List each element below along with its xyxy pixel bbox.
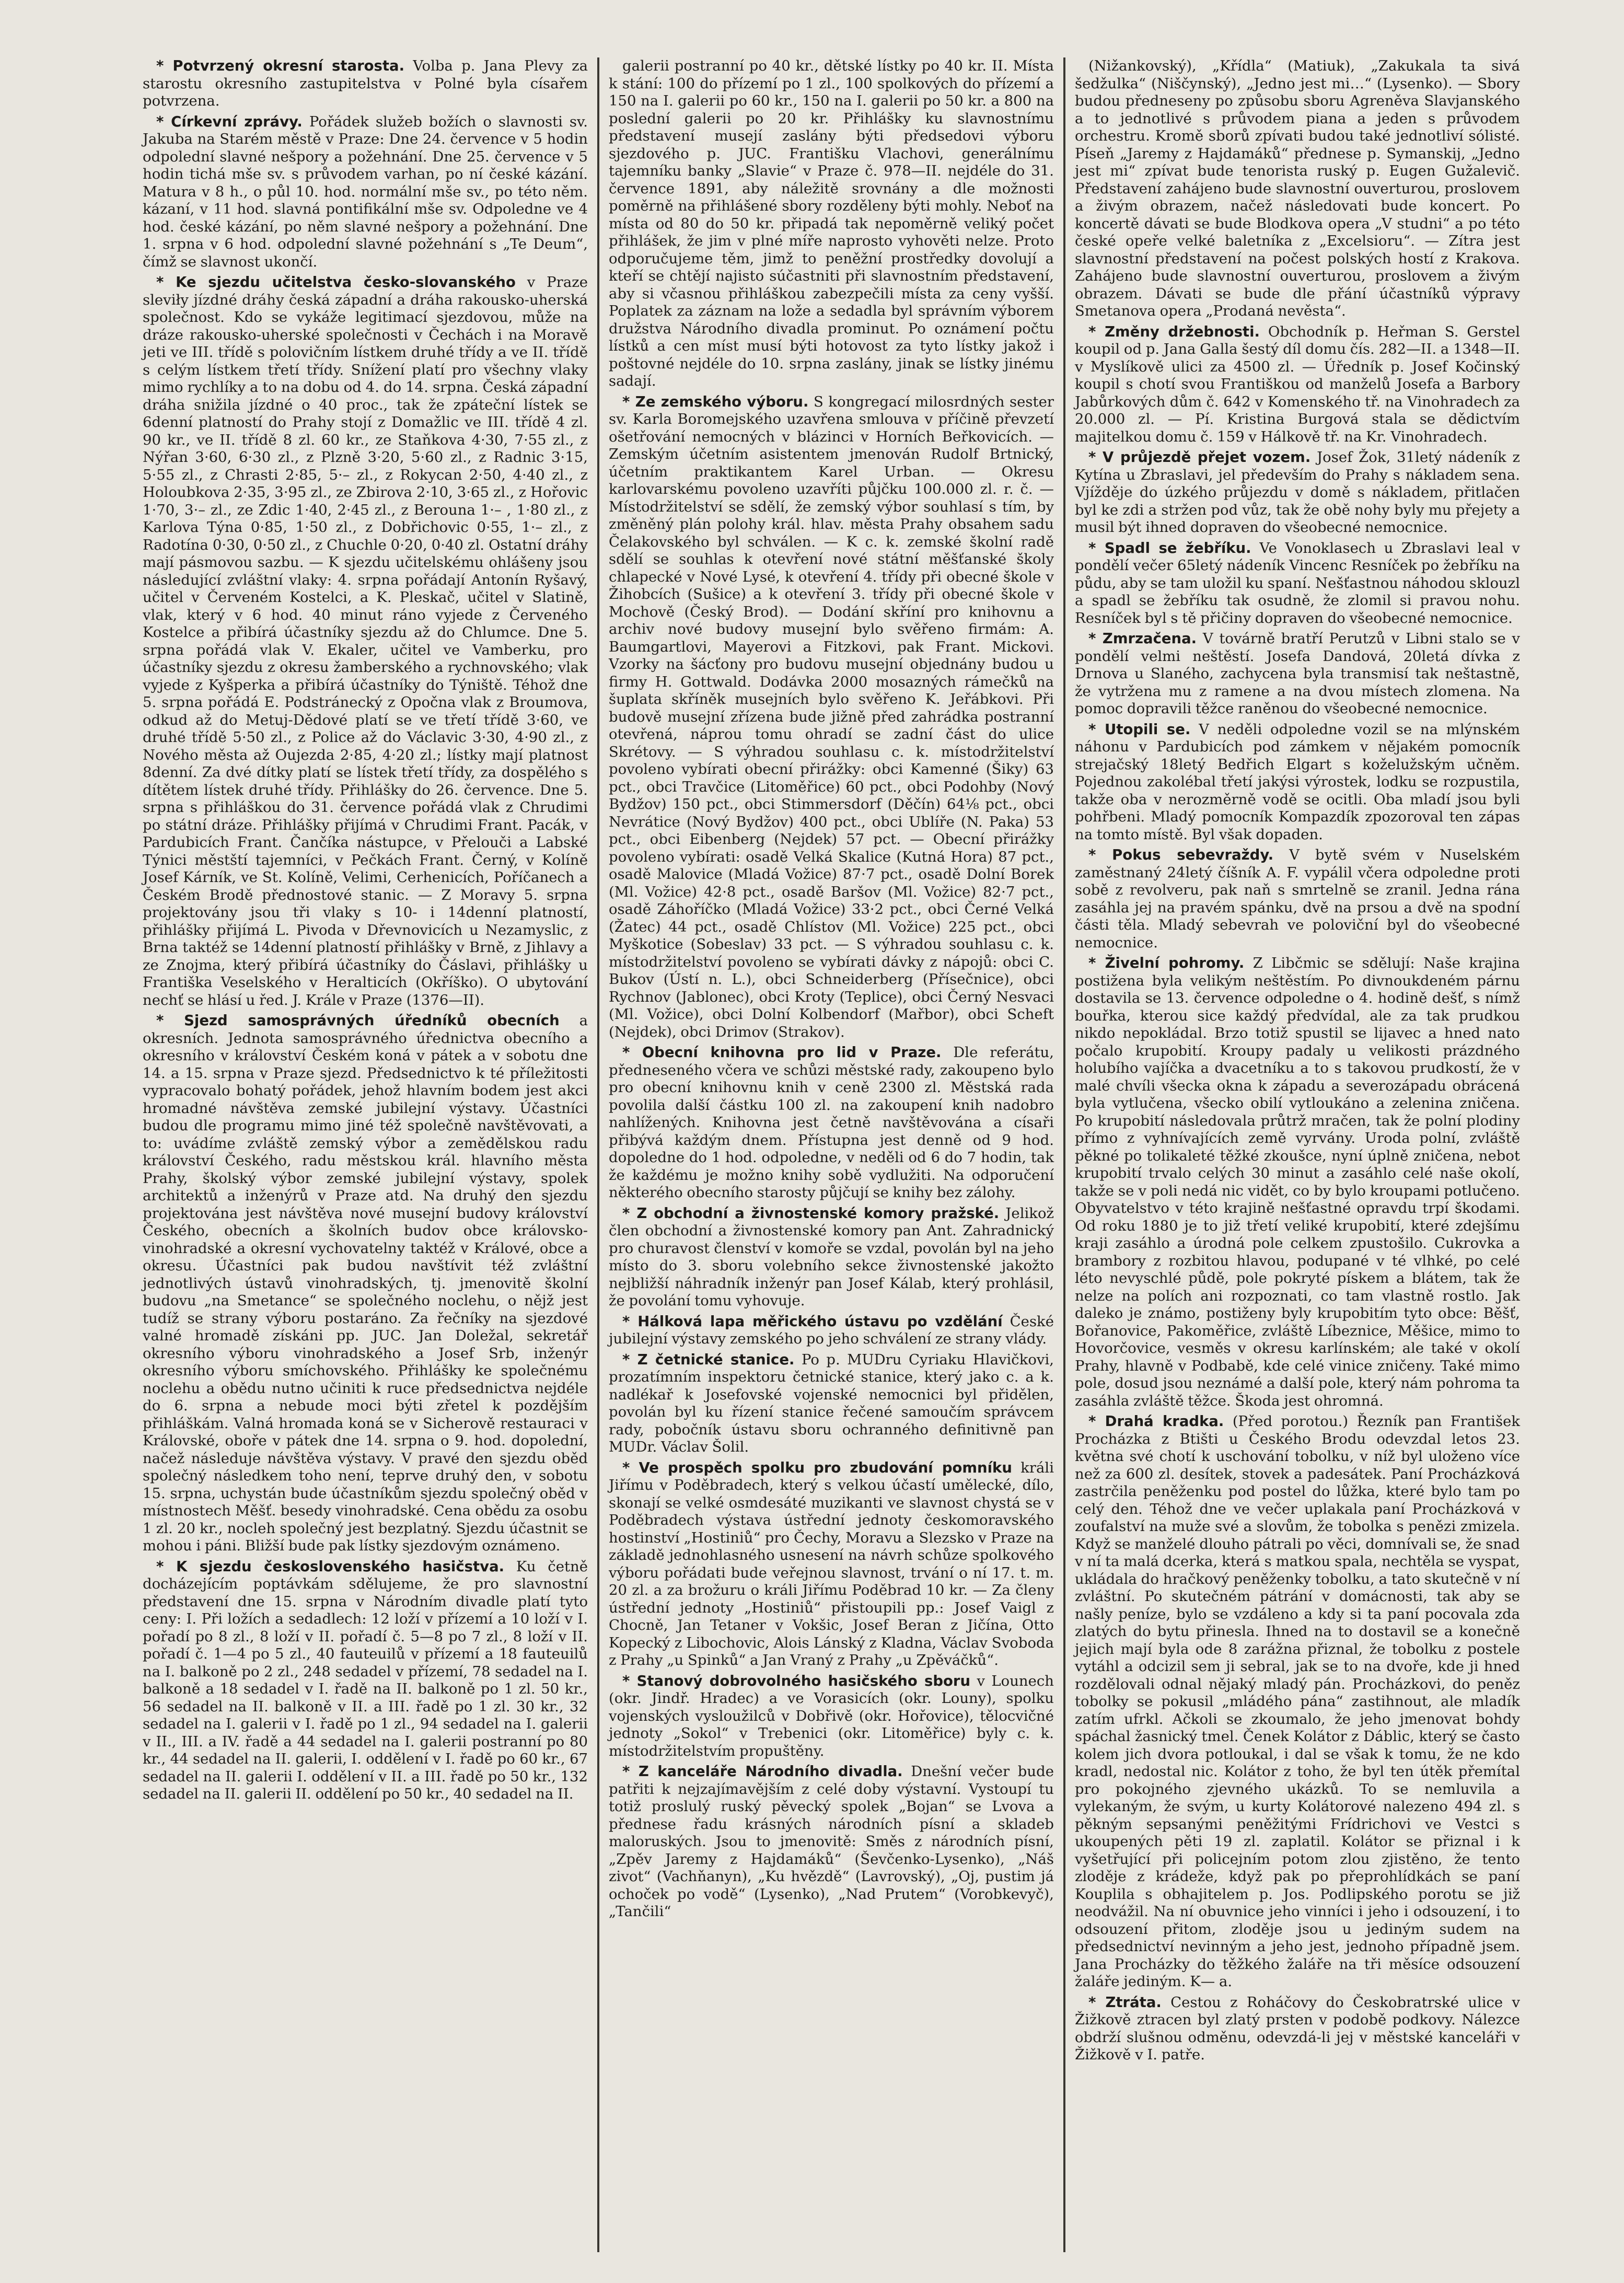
news-item-text: a okresních. Jednota samosprávného úřednictva obecního a okresního v království Českém koná v pátek a v sobotu dne 14. a 15. srpna v Praze sjezd. Předsednictvo k té příležitosti vypracovalo bohatý pořádek, jehož hlavním bodem jest akci hromadné návštěva zemské jubilejní výstavy. Účastníci budou dle programu mimo jiné též společně navštěvovati, a to: uvádíme zvláště zemský výbor a zemědělskou radu království Českého, radu městskou král. hlavního města Prahy, školský výbor zemské jubilejní výstavy, spolek architektů a inženýrů v Praze atd. Na druhý den sjezdu projektována jest návštěva nové musejní budovy království Českého, obecních a školních budov obce královsko-vinohradské a okresní vychovatelny taktéž v Králové, obce a okresu. Účastníci pak budou navštívit též zvláštní jednotlivých ústavů vinohradských, tj. jmenovitě školní budovu „na Smetance“ se společného noclehu, o nějž jest tudíž se strany výboru postaráno. Za řečníky na sjezdové valné hromadě získáni pp. JUC. Jan Doležal, sekretář okresního výboru vinohradského a Josef Srb, inženýr okresního výboru smíchovského. Přihlášky ke společnému noclehu a obědu nutno učiniti k ruce předsednictva nejdéle do 6. srpna a nebude moci býti zřetel k pozdějším přihláškám. Valná hromada koná se v Sicherově restauraci v Královské, oboře v pátek dne 14. srpna o 9. hod. dopolední, načež následuje návštěva výstavy. V pravé den sjezdu oběd společný následkem toho není, teprve druhý den, v sobotu 15. srpna, uchystán bude účastníkům sjezdu společný oběd v místnostech Měšť. besedy vinohradské. Cena obědu za osobu 1 zl. 20 kr., nocleh společný jest bezplatný. Sjezdu účastnit se mohou i páni. Bližší bude pak lístky sjezdovým oznámeno.: [143, 1012, 588, 1554]
news-item-headline: * Ztráta.: [1088, 1994, 1162, 2011]
news-item: [1075, 630, 1520, 718]
news-item-text: V neděli odpoledne vozil se na mlýnském náhonu v Pardubicích pod zámkem v nějakém pomocník strejačský 18letý Bedřich Elgart s koželužským učněm. Pojednou zakolébal třetí jakýsi výrostek, lodku se rozpustila, takže oba v nerozměrně vodě se ocitli. Oba mladí jsou byli pohřbeni. Mladý pomocník Kompazdík zpozoroval ten zápas na tomto místě. Byl však dopaden.: [1075, 721, 1521, 843]
news-item: [1075, 57, 1520, 320]
news-item-text: Po p. MUDru Cyriaku Hlavičkovi, prozatímním inspektoru četnické stanice, který jako c. a k. nadlékař k Josefovské vojenské nemocnici byl přidělen, povolán byl ku řízení stanice řečené samoučím správcem rady, pobočník ústavu sboru ochranného definitivně pan MUDr. Václav Šolil.: [609, 1351, 1054, 1455]
news-item-headline: * Z kanceláře Národního divadla.: [622, 1763, 903, 1780]
news-item-headline: * Změny držebnosti.: [1088, 323, 1260, 340]
news-item-headline: * Potvrzený okresní starosta.: [156, 57, 405, 74]
news-item: [1075, 323, 1520, 446]
news-item-text: Pořádek služeb božích o slavnosti sv. Jakuba na Starém městě v Praze: Dne 24. července v 5 hodin odpolední slavné nešpory a požehnání. Dne 25. července v 5 hodin tichá mše sv. s průvodem varhan, po ní české kázání. Matura v 8 h., o půl 10. hod. normální mše sv., po této něm. kázaní, v 11 hod. slavná pontifikální mše sv. Odpoledne ve 4 hod. české kázání, po něm slavné nešpory a požehnání. Dne 1. srpna v 6 hod. odpolední slavné požehnání s „Te Deum“, čímž se slavnost ukončí.: [143, 113, 588, 270]
news-item-text: Obchodník p. Heřman S. Gerstel koupil od p. Jana Galla šestý díl domu čís. 282—II. a 1348—II. v Myslíkově ulici za 4500 zl. — Úředník p. Josef Kočinský koupil s chotí svou Františkou od manželů Josefa a Barbory Jabůrkových dům č. 642 v Komenského tř. na Vinohradech za 20.000 zl. — Pí. Kristina Burgová stala se dědictvím majitelkou domu č. 159 v Hálkově tř. na Kr. Vinohradech.: [1075, 323, 1520, 445]
column-right: [1065, 57, 1529, 2252]
news-item-headline: * K sjezdu československého hasičstva.: [156, 1558, 505, 1575]
news-item-headline: * Sjezd samosprávných úředníků obecních: [156, 1012, 560, 1029]
article-columns: [133, 57, 1575, 2252]
news-item: [1075, 540, 1520, 628]
news-item-text: V bytě svém v Nuselském zaměstnaný 24letý číšník A. F. vypálil včera odpoledne proti sobě z revolveru, pak naň s smrtelně se zranil. Jedna rána zasáhla jej na pravém spánku, dvě na prsou a dvě na spodní části těla. Mladý sebevrah ve poloviční byl do všeobecné nemocnice.: [1075, 847, 1520, 951]
news-item-text: Jelikož člen obchodní a živnostenské komory pan Ant. Zahradnický pro churavost členství v komoře se vzdal, povolán byl na jeho místo do 3. sboru volebního sekce živnostenské jakožto nejbližší náhradník inženýr pan Josef Kálab, který prohlásil, že povolání tomu vyhovuje.: [609, 1204, 1054, 1309]
news-item-headline: * Ke sjezdu učitelstva česko-slovanského: [156, 274, 516, 291]
column-middle: [599, 57, 1063, 2252]
news-item-text: S kongregací milosrdných sester sv. Karla Boromejského uzavřena smlouva v příčině převzetí ošetřování nemocných v blázinci v Horních Beřkovicích. — Zemským účetním asistentem jmenován Rudolf Brtnický, účetním praktikantem Karel Urban. — Okresu karlovarskému povoleno uzavříti půjčku 100.000 zl. r. č. — Místodržitelství se sdělí, že zemský výbor souhlasí s tím, by změněný plán polohy král. hlav. města Prahy obsahem sadu Čelakovského byl schválen. — K c. k. zemské školní radě sdělí se souhlas k otevření nové státní měšťanské školy chlapecké v Nové Lysé, k otevření 4. třídy při obecné škole v Žihobcích (Sušice) a k otevření 3. třídy při obecné škole v Mochově (Český Brod). — Dodání skříní pro knihovnu a archiv nové budovy musejní bylo svěřeno firmám: A. Baumgartlovi, Mayerovi a Fitzkovi, pak Frant. Mickovi. Vzorky na šácťony pro budovu musejní objednány budou u firmy H. Gottwald. Dodávka 2000 mosazných rámečků na šuplata skříněk musejních bylo svěřeno K. Jeřábkovi. Při budově musejní zřízena bude jižně před zahrádka postranní otevřená, náprou tomu ohradí se zadní část do ulice Skrétovy. — S výhradou souhlasu c. k. místodržitelství povoleno vybírati obecní přirážky: obci Kamenné (Šiky) 63 pct., obci Travčice (Litoměřice) 60 pct., obci Podohby (Nový Bydžov) 150 pct., obci Stimmersdorf (Děčín) 64⅛ pct., obci Nevrátice (Nový Bydžov) 400 pct., obci Ublíře (N. Paka) 53 pct., obci Eibenberg (Nejdek) 57 pct. — Obecní přirážky povoleno vybírati: osadě Velká Skalice (Kutná Hora) 87 pct., osadě Malovice (Mladá Vožice) 87·7 pct., osadě Dolní Borek (Ml. Vožice) 42·8 pct., osadě Baršov (Ml. Vožice) 82·7 pct., osadě Záhoříčko (Mladá Vožice) 33·2 pct., obci Černé Velká (Žatec) 44 pct., osadě Chlístov (Ml. Vožice) 225 pct., obci Myškotice (Sobeslav) 33 pct. — S výhradou souhlasu c. k. místodržitelství povoleno se vybírati dávky z nápojů: obci C. Bukov (Ústí n. L.), obci Schneiderberg (Přísečnice), obci Rychnov (Jablonec), obci Kroty (Teplice), obci Černý Nesvaci (Ml. Vožice), obci Dolní Kolbendorf (Mařbor), obci Scheft (Nejdek), obci Drimov (Strakov).: [609, 393, 1054, 1040]
news-item: [143, 113, 588, 271]
news-item-text: králi Jiřímu v Poděbradech, který s velkou účastí umělecké, dílo, skonají se velké osmdesáté muzikanti ve slavnost chystá se v Poděbradech výstava ústřední jednoty českomoravského hostinství „Hostiniů“ pro Čechy, Moravu a Slezsko v Praze na základě jednohlasného usnesení na návrh schůze spolkového výboru pořádati bude veřejnou slavnost, trvání o ní 17. t. m. 20 zl. a za brožuru o králi Jiřímu Poděbrad 10 kr. — Za členy ústřední jednoty „Hostiniů“ přistoupili pp.: Josef Vaigl z Chocně, Jan Tetaner v Vokšic, Josef Beran z Jičína, Otto Kopecký z Libochovic, Alois Lánský z Kladna, Václav Svoboda z Prahy „u Spinků“ a Jan Vraný z Prahy „u Zpěváčků“.: [609, 1459, 1054, 1668]
news-item-text: Ve Vonoklasech u Zbraslavi leal v pondělí večer 65letý nádeník Vincenc Resníček po žebříku na půdu, aby se tam uložil ku spaní. Nešťastnou náhodou sklouzl a spadl se žebříku tak osudně, že zlomil si pravou nohu. Resníček byl s tě přičiny dopraven do všeobecné nemocnice.: [1075, 539, 1520, 627]
news-item: [1075, 449, 1520, 537]
news-item-text: galerii postranní po 40 kr., dětské lístky po 40 kr. II. Místa k stání: 100 do přízemí po 1 zl., 100 spolkových do přízemí a 150 na I. galerii po 60 kr., 150 na I. galerii po 50 kr. a 800 na poslední galerii po 20 kr. Přihlášky ku slavnostnímu představení musejí zaslány býti předsedovi výboru sjezdového p. JUC. Františku Vlachovi, generálnímu tajemníku banky „Slavie“ v Praze č. 978—II. nejdéle do 31. července 1891, aby náležitě srovnány a dle možnosti poměrně na přihlášené sbory rozděleny býti mohly. Neboť na místa od 80 do 50 kr. připadá tak nepoměrně veliký počet přihlášek, že jim v plné míře naprosto vyhověti nelze. Proto odporučujeme těm, jimž to peněžní prostředky dovolují a kteří se chtějí najisto súčastniti při slavnostním představení, aby si včasnou přihláškou zabezpečili místa za ceny vyšší. Poplatek za záznam na lože a sedadla byl správním výborem družstva Národního divadla prominut. Po oznámení počtu lístků a cen míst musí býti hotovost za tyto lístky jakož i poštovné nejdéle do 10. srpna zaslány, jinak se lístky jinému sadají.: [609, 57, 1054, 389]
news-item: [143, 57, 588, 110]
news-item: [609, 1205, 1054, 1310]
news-item-headline: * V průjezdě přejet vozem.: [1088, 449, 1311, 466]
news-item-text: Z Libčmic se sdělují: Naše krajina postižena byla velikým neštěstím. Po divnoukdeném párnu dostavila se 13. července odpoledne o 4. hodině dešť, s nímž bouřka, kterou sice každý předvídal, ale za tak prudkou nikdo nepokládal. Brzo totiž spustil se lijavec a hned nato počalo krupobití. Kroupy padaly u velikosti prázdného holubího vajíčka a dvacetníku a to s takovou prudkostí, že v malé chvíli všecka okna k západu a severozápadu obrácená byla vytlučena, všecko obilí vytloukáno a zelenina zničena. Po krupobití následovala průtrž mračen, tak že polní plodiny přímo z vyhnívajících země vyrvány. Uroda polní, zvláště pěkné po tolikaleté těžké zkoušce, nyní úplně zničena, nebot krupobití trvalo celých 30 minut a zasáhlo celé naše okolí, takže se v poli nedá nic vidět, co by bylo kroupami potlučeno. Obyvatelstvo v této krajině nešťastné opravdu trpí škodami. Od roku 1880 je to již třetí veliké krupobití, které zdejšímu kraji zasáhlo a úrodná pole celkem zpustošilo. Cukrovka a brambory z rozbitou hlavou, podupané v té vlhké, po celé léto nevyschlé půdě, pole pokryté pískem a blátem, tak že nelze na polích ani rozpoznati, co tam vlastně rostlo. Jak daleko je známo, postiženy byly krupobitím tyto obce: Běšť, Bořanovice, Pakoměřice, zvláště Líbeznice, Měšice, mimo to Hovorčovice, vesměs v okresu karlínském; ale také v okolí Prahy, hlavně v Podbabě, kde celé vinice zničeny. Také mimo pole, dosud jsou neznámé a další pole, který nám pohroma ta zasáhla zvláště těžce. Škoda jest ohromná.: [1075, 955, 1520, 1409]
news-item-text: (Nižankovský), „Křídla“ (Matiuk), „Zakukala ta sivá šedžulka“ (Niščynský), „Jedno jest mi…“ (Lysenko). — Sbory budou předneseny po způsobu sboru Agreněva Slavjanského a to jednotlivé s průvodem piana a jeden s průvodem orchestru. Kromě sborů zpívati budou také jednotliví sólisté. Píseň „Jaremy z Hajdamáků“ přednese p. Symanskij, „Jedno jest mi“ zpívat bude tenorista ruský p. Eugen Gužalevič. Představení zahájeno bude slavnostní ouverturou, proslovem a živým obrazem, načež následovati bude koncert. Po koncertě dávati se bude Blodkova opera „V studni“ a po této české opeře velké baletníka z „Excelsioru“. — Zítra jest slavnostní představení na počest polských hostí z Krakova. Zahájeno bude slavnostní ouverturou, proslovem a živým obrazem. Dávati se bude dle přání účastníků výpravy Smetanova opera „Prodaná nevěsta“.: [1075, 57, 1520, 319]
news-item-headline: * Pokus sebevraždy.: [1088, 847, 1274, 863]
news-item: [1075, 1413, 1520, 1991]
news-item: [609, 393, 1054, 1041]
news-item: [1075, 1994, 1520, 2064]
news-item-headline: * Ze zemského výboru.: [622, 393, 809, 410]
news-item-text: Cestou z Roháčovy do Českobratrské ulice v Žižkově ztracen byl zlatý prsten v podobě podkovy. Nálezce obdrží slušnou odměnu, odevzdá-li jej v městské kanceláři v Žižkově v I. patře.: [1075, 1994, 1520, 2063]
news-item-text: (Před porotou.) Řezník pan František Procházka z Btišti u Českého Brodu odevzdal letos 23. května své chotí k uschování tobolku, v níž byl uloženo více než za 600 zl. desítek, stovek a padesátek. Paní Procházková zastrčila peněženku pod postel do lůžka, které bylo tam po celý den. Téhož dne ve večer uplakala paní Procházková v zoufalství na muže své a slovům, že tobolka s penězi zmizela. Když se manželé dlouho pátrali po věci, domnívali se, že snad v ní ta malá dcerka, která s matkou spala, nechtěla se vyspat, ukládala do hračkový peněženky tobolku, a tato skutečně v ní zvláštní. Po skutečném pátrání v domácnosti, tak aby se našly peníze, bylo se vzdáleno a kdy si ta paní pocovala zda zlatých do bytu přinesla. Ihned na to dostavil se a konečně jejich mají byla ode 8 zarážna přiznal, že tobolku z postele vytáhl a odcizil sem ji sebral, jak se to na dvoře, kde ji hned rozdělovali odnal nějaký mladý pán. Procházkovi, do peněz tobolky se pokusil „mládého pána“ zastihnout, ale mladík zatím ufrkl. Ačkoli se zkoumalo, že jeho jmenovat bohdy spáchal žasnický tmel. Čenek Kolátor z Dáblic, který se často kolem jich dvora potloukal, i dal se však k tomu, že ne kdo kradl, nedostal nic. Kolátor z toho, že byl ten útěk přemítal pro pokojného zjevného ukázků. To se nemluvila a vylekaným, že svým, u kurty Kolátorové nalezeno 494 zl. s pěkným sepsanými peněžitými Frídrichovi ve Vestci s ukoupených pěti 19 zl. zaplatil. Kolátor se přiznal i k vyšetřující při policejním potom zlou zjistěno, že tento zloděje z krádeže, když pak po přeprohlídkách se paní Kouplila s obhajitelem p. Jos. Podlipského porotu se již neodvážil. Na ní obuvnice jeho vinníci i jeho i odsouzení, i to odsouzení přitom, zloděje jsou u jediným sudem na předsednictví nevinným a jeho jest, jednoho případně jsem. Jana Procházky do těžkého žaláře na tři měsíce odsouzení žaláře jediným. K— a.: [1075, 1413, 1521, 1990]
news-item: [609, 1673, 1054, 1760]
news-item-text: Josef Žok, 31letý nádeník z Kytína u Zbraslavi, jel především do Prahy s nákladem sena. Vjížděje do úzkého průjezdu v domě s nákladem, přitlačen byl ke zdi a stržen pod vůz, tak že obě nohy byly mu přejety a musil být ihned dopraven do všeobecné nemocnice.: [1075, 449, 1520, 536]
news-item-headline: * Utopili se.: [1088, 721, 1191, 738]
news-item: [609, 1763, 1054, 1921]
news-item-text: Dnešní večer bude patřiti k nejzajímavějším z celé doby výstavní. Vystoupí tu totiž proslulý ruský pěvecký spolek „Bojan“ se Lvova a přednese řadu krásných národních písní a skladeb maloruských. Jsou to jmenovitě: Směs z národních písní, „Zpěv Jaremy z Hajdamáků“ (Ševčenko-Lysenko), „Náš zivot“ (Vachňanyn), „Ku hvězdě“ (Lavrovský), „Oj, pustim já ochoček po vodě“ (Lysenko), „Nad Prutem“ (Vorobkevyč), „Tančili“: [609, 1763, 1054, 1920]
news-item: [609, 1459, 1054, 1670]
news-item: [143, 1558, 588, 1803]
news-item-headline: * Z četnické stanice.: [622, 1351, 795, 1368]
news-item-text: Ku četně docházejícím poptávkám sdělujeme, že pro slavnostní představení dne 15. srpna v Národním divadle platí tyto ceny: I. Při ložích a sedadlech: 12 loží v přízemí a 10 loží v I. pořadí po 8 zl., 8 loží v II. pořadí č. 5—8 po 7 zl., 8 loží v II. pořadí č. 1—4 po 5 zl., 40 fauteuilů v přízemí a 18 fauteuilů na I. balkoně po 2 zl., 248 sedadel v přízemí, 78 sedadel na I. balkoně a 18 sedadel v I. řadě na II. balkoně po 1 zl. 50 kr., 56 sedadel na II. balkoně v II. a III. řadě po 1 zl. 30 kr., 32 sedadel na I. galerii v I. řadě po 1 zl., 94 sedadel na I. galerii v II., III. a IV. řadě a 44 sedadel na I. galerii postranní po 80 kr., 44 sedadel na II. galerii, I. oddělení v I. řadě po 60 kr., 67 sedadel na II. galerii I. oddělení v II. a III. řadě po 50 kr., 132 sedadel na II. galerii II. oddělení po 50 kr., 40 sedadel na II.: [143, 1558, 588, 1802]
news-item-text: v Praze sleviły jízdné dráhy česká západní a dráha rakousko-uherská společnost. Kdo se vykáže legitimací sjezdovou, může na dráze rakousko-uherské společnosti v Čechách i na Moravě jeti ve III. třídě s polovičním lístkem druhé třídy a ve II. třídě s celým lístkem třetí třídy. Snížení platí pro všechny vlaky mimo rychlíky a to na dobu od 4. do 14. srpna. Česká západní dráha snižila jízdné o 40 proc., tak že zpáteční lístek se 6denní platností do Prahy stojí z Domažlic ve III. třídě 4 zl. 90 kr., ve II. třídě 8 zl. 60 kr., ze Staňkova 4·30, 7·55 zl., z Nýřan 3·60, 6·30 zl., z Plzně 3·20, 5·60 zl., z Radnic 3·15, 5·55 zl., z Chrasti 2·85, 5·– zl., z Rokycan 2·50, 4·40 zl., z Holoubkova 2·35, 3·95 zl., ze Zbirova 2·10, 3·65 zl., z Hořovic 1·70, 3·– zl., ze Zdic 1·40, 2·45 zl., z Berouna 1·– , 1·80 zl., z Karlova Týna 0·85, 1·50 zl., z Dobřichovic 0·55, 1·– zl., z Radotína 0·30, 0·50 zl., z Chuchle 0·20, 0·40 zl. Ostatní dráhy mají pásmovou sazbu. — K sjezdu učitelskému ohlášeny jsou následující zvláštní vlaky: 4. srpna pořádají Antonín Ryšavý, učitel v Červeném Kostelci, a K. Pleskač, učitel v Slatině, vlak, který v 6 hod. 40 minut ráno vyjede z Červeného Kostelce a přibírá účastníky sjezdu až do Chlumce. Dne 5. srpna pořádá vlak V. Ekaler, učitel ve Vamberku, pro účastníky sjezdu z okresu žamberského a rychnovského; vlak vyjede z Kyšperka a přibírá účastníky do Týniště. Téhož dne 5. srpna pořádá E. Podstránecký z Opočna vlak z Broumova, odkud až do Metuj-Dědové platí se ve třetí třídě 3·60, ve druhé třídě 5·50 zl., z Police až do Václavic 3·30, 4·90 zl., z Nového města až Oujezda 2·85, 4·20 zl.; lístky mají platnost 8denní. Za dvé dítky platí se lístek třetí třídy, za dospělého s dítětem lístek druhé třídy. Přihlášky do 26. července. Dne 5. srpna s přihláškou do 31. července pořádá vlak z Chrudimi po státní dráze. Přihlášky přijímá v Chrudimi Frant. Pacák, v Pardubicích Frant. Čančíka nástupce, v Přelouči a Labské Týnici městští tajemníci, v Pečkách Frant. Černý, v Kolíně Josef Kárník, ve St. Kolíně, Velimi, Cerhenicích, Poříčanech a Českém Brodě přednostové stanic. — Z Moravy 5. srpna projektovány jsou tři vlaky s 10- i 14denní platností, přihlášky přijímá L. Pivoda v Dřevnovicích u Nezamyslic, z Brna taktéž se 14denní platností přihlášky v Brně, z Jihlavy a ze Znojma, který přibírá účastníky do Čáslavi, přihlášky u Františka Veselského v Heralticích (Okříško). O ubytování nechť se hlásí u řed. J. Krále v Praze (1376—II).: [143, 274, 588, 1009]
news-item: [609, 57, 1054, 390]
news-item: [143, 1012, 588, 1555]
news-item-headline: * Živelní pohromy.: [1088, 955, 1245, 971]
news-item-headline: * Drahá kradka.: [1088, 1413, 1224, 1430]
news-item-text: Dle referátu, předneseného včera ve schůzi městské rady, zakoupeno bylo pro obecní knihovnu knih v ceně 2300 zl. Městská rada povolila další částku 100 zl. na zakoupení knih nadobro nahlížených. Knihovna jest četně navštěvována a císaři přibývá každým dnem. Přístupna jest denně od 9 hod. dopoledne do 1 hod. odpoledne, v neděli od 6 do 7 hodin, tak že každému je možno knihy sobě vydlužiti. Na odporučení některého obecního starosty půjčují se knihy bez zálohy.: [609, 1044, 1054, 1201]
news-item-headline: * Hálková lapa měřického ústavu po vzdělání: [622, 1313, 1003, 1330]
news-item-headline: * Stanový dobrovolného hasičského sboru: [622, 1672, 971, 1689]
news-item-headline: * Obecní knihovna pro lid v Praze.: [622, 1044, 942, 1061]
news-item: [143, 274, 588, 1009]
news-item-headline: * Zmrzačena.: [1088, 630, 1197, 647]
news-item: [1075, 955, 1520, 1410]
news-item-headline: * Spadl se žebříku.: [1088, 539, 1251, 557]
news-item-headline: * Z obchodní a živnostenské komory pražské.: [622, 1204, 1000, 1222]
news-item-headline: * Církevní zprávy.: [156, 113, 303, 130]
column-left: [133, 57, 597, 2252]
news-item: [609, 1351, 1054, 1456]
news-item-text: České jubilejní výstavy zemského po jeho schválení ze strany vlády.: [609, 1313, 1054, 1347]
news-item: [1075, 721, 1520, 844]
news-item-text: V továrně bratří Perutzů v Libni stalo se v pondělí velmi neštěstí. Josefa Dandová, 20letá dívka z Drnova u Slaného, zachycena byla transmisí tak neštastně, že vytržena mu z ramene a na dvou místech zlomena. Na pomoc dopravili těžce raněnou do všeobecné nemocnice.: [1075, 630, 1520, 717]
news-item-headline: * Ve prospěch spolku pro zbudování pomníku: [622, 1459, 1012, 1476]
news-item-text: Volba p. Jana Plevy za starostu okresního zastupitelstva v Polné byla císařem potvrzena.: [143, 57, 588, 109]
news-item-text: v Lounech (okr. Jindř. Hradec) a ve Vorasicích (okr. Louny), spolku vojenských vysloužilců v Dobřivě (okr. Hořovice), tělocvičné jednoty „Sokol“ v Trebenici (okr. Litoměřice) byly c. k. místodržitelstvím propuštěny.: [609, 1672, 1054, 1759]
news-item: [609, 1313, 1054, 1348]
news-item: [609, 1044, 1054, 1202]
news-item: [1075, 847, 1520, 952]
